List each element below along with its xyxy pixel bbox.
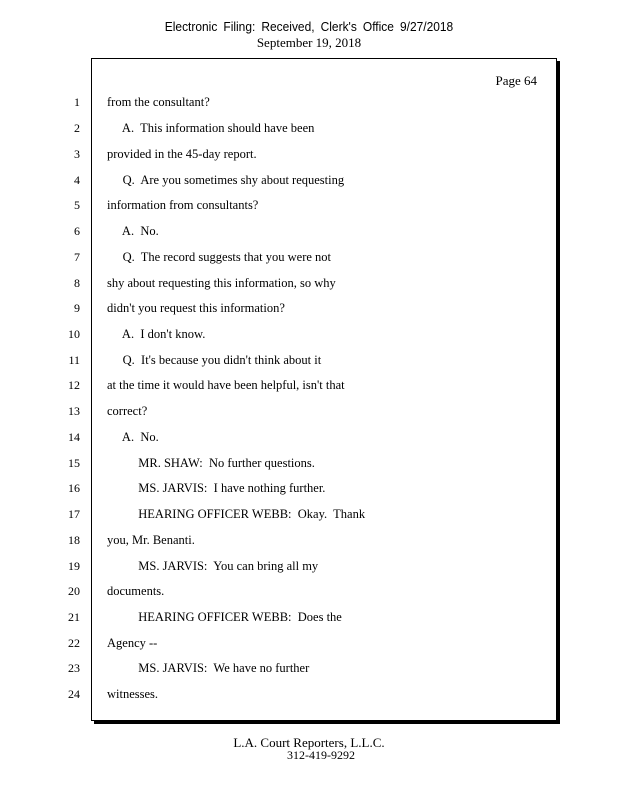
line-text: provided in the 45-day report. [107, 147, 257, 161]
line-number: 14 [68, 430, 80, 444]
line-text: A. No. [107, 430, 159, 444]
line-number: 19 [68, 559, 80, 573]
reporter-company: L.A. Court Reporters, L.L.C. [233, 735, 385, 750]
line-number: 13 [68, 404, 80, 418]
line-number: 6 [74, 224, 80, 238]
line-text: Q. The record suggests that you were not [107, 250, 332, 264]
line-number: 7 [74, 250, 80, 264]
line-text: A. I don't know. [107, 327, 206, 341]
page-number: Page 64 [495, 73, 537, 88]
line-text: Agency -- [107, 636, 158, 650]
line-text: HEARING OFFICER WEBB: Does the [107, 610, 342, 624]
line-text: correct? [107, 404, 148, 418]
line-number: 15 [68, 456, 80, 470]
line-text: Q. It's because you didn't think about it [107, 353, 322, 367]
line-text: MR. SHAW: No further questions. [107, 456, 315, 470]
line-number: 5 [74, 198, 80, 212]
line-text: A. No. [107, 224, 159, 238]
line-number: 24 [68, 687, 80, 701]
line-number: 9 [74, 301, 80, 315]
line-text: at the time it would have been helpful, isn't that [107, 378, 345, 392]
line-number: 1 [74, 95, 80, 109]
line-text: HEARING OFFICER WEBB: Okay. Thank [107, 507, 366, 521]
line-text: MS. JARVIS: I have nothing further. [107, 481, 326, 495]
filing-date: September 19, 2018 [256, 35, 362, 50]
line-text: shy about requesting this information, so why [107, 276, 336, 290]
line-number: 21 [68, 610, 80, 624]
line-text: witnesses. [107, 687, 159, 701]
line-number: 2 [74, 121, 80, 135]
line-number: 22 [68, 636, 80, 650]
line-text: Q. Are you sometimes shy about requesting [107, 173, 345, 187]
line-number: 11 [68, 353, 80, 367]
line-text: information from consultants? [107, 198, 259, 212]
line-text: documents. [107, 584, 165, 598]
line-number: 8 [74, 276, 80, 290]
line-number: 12 [68, 378, 80, 392]
line-number: 23 [68, 661, 80, 675]
reporter-phone: 312-419-9292 [287, 748, 355, 762]
line-text: MS. JARVIS: We have no further [107, 661, 310, 675]
line-number: 3 [74, 147, 80, 161]
line-text: A. This information should have been [107, 121, 315, 135]
line-text: you, Mr. Benanti. [107, 533, 195, 547]
line-number: 18 [68, 533, 80, 547]
line-text: didn't you request this information? [107, 301, 285, 315]
line-number: 10 [68, 327, 80, 341]
line-number: 4 [74, 173, 80, 187]
line-number: 20 [68, 584, 80, 598]
filing-stamp: Electronic Filing: Received, Clerk's Office 9/27/2018 [164, 19, 454, 34]
line-text: from the consultant? [107, 95, 210, 109]
line-number: 16 [68, 481, 80, 495]
line-text: MS. JARVIS: You can bring all my [107, 559, 319, 573]
line-number: 17 [68, 507, 80, 521]
